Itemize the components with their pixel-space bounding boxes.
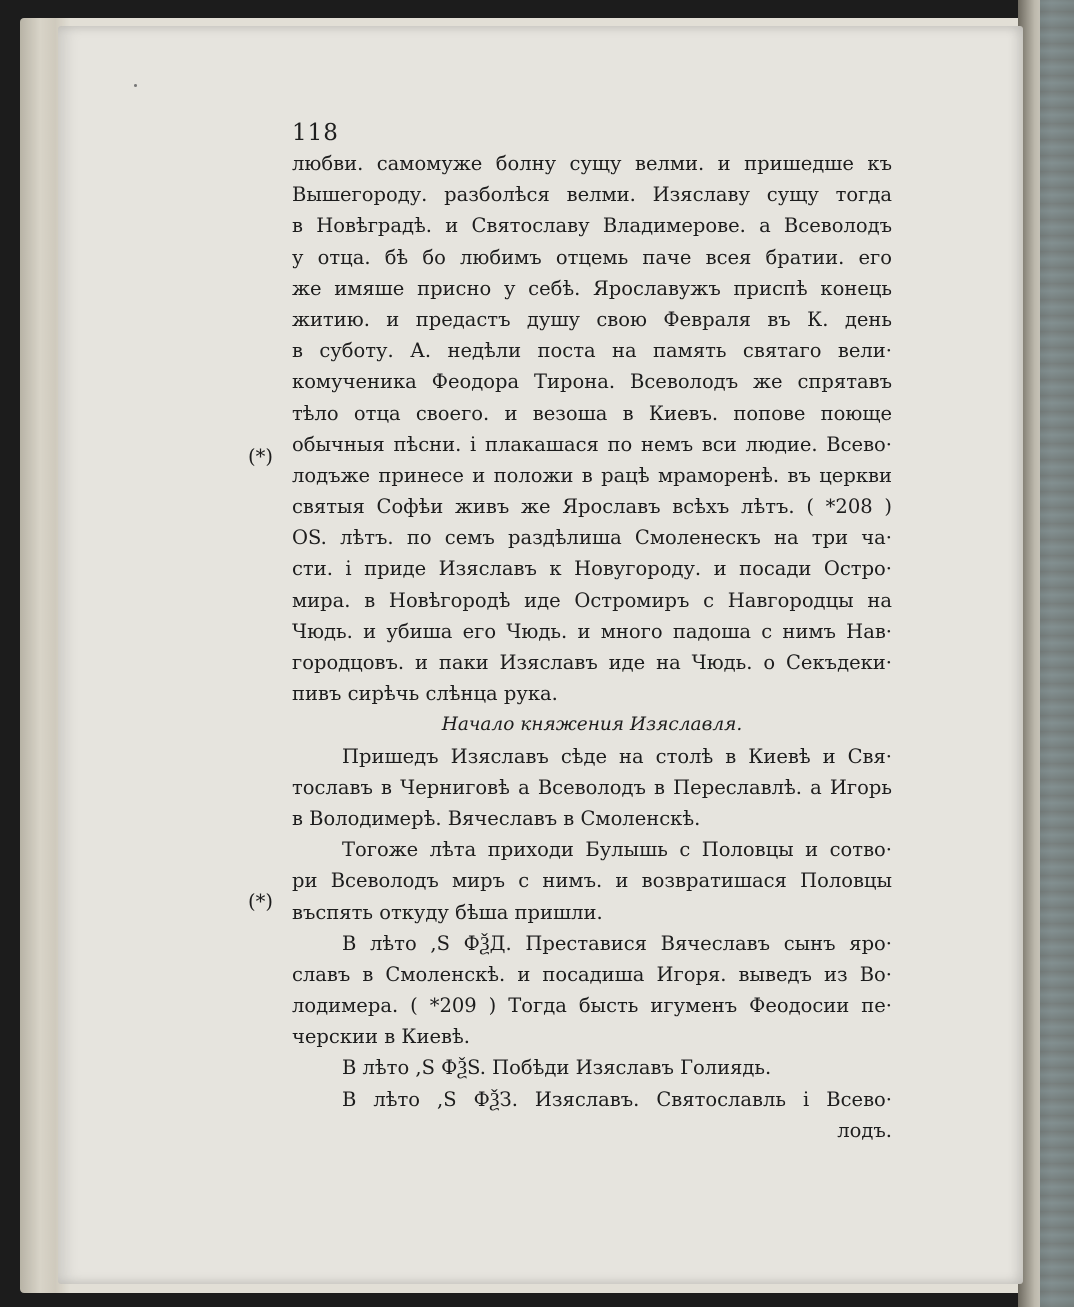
page-number: 118 [292,120,339,146]
text-line: в суботу. А. недѣли поста на память святаго вели· [292,339,892,363]
text-line: В лѣто ,S ФѮS. Побѣди Изяславъ Голиядь. [342,1056,772,1080]
text-line: Вышегороду. разболѣся велми. Изяславу сущу тогда [292,183,892,207]
text-line: обычныя пѣсни. і плакашася по немъ вси людие. Всево· [292,432,892,456]
text-line: комученика Феодора Тирона. Всеволодъ же спрятавъ [292,370,892,394]
text-line: в Новѣградѣ. и Святославу Владимерове. а Всеволодъ [292,214,892,238]
text-line: в Володимерѣ. Вячеславъ в Смоленскѣ. [292,806,701,830]
page-text [292,148,892,1146]
text-line: городцовъ. и паки Изяславъ иде на Чюдь. о Секъдеки· [292,651,892,674]
text-line: святыя Софѣи живъ же Ярославъ всѣхъ лѣтъ. ( *208 ) [292,495,892,519]
text-line: въспять откуду бѣша пришли. [292,900,603,924]
page-speck [134,84,137,87]
text-line: Тогоже лѣта приходи Булышь с Половцы и сотво· [342,838,892,862]
text-line: В лѣто ,S ФѮД. Преставися Вячеславъ сынъ яро· [342,931,892,955]
text-line: лодъже принесе и положи в рацѣ мраморенѣ. въ церкви [292,463,892,487]
footnote-marker: (*) [248,445,273,468]
text-line: Чюдь. и убиша его Чюдь. и много падоша с нимъ Нав· [292,619,892,643]
text-line: лодъ. [837,1118,892,1142]
text-line: любви. самомуже болну сущу велми. и пришедше къ [292,152,892,175]
section-heading: Начало княжения Изяславля. [441,714,743,736]
text-line: сти. і приде Изяславъ к Новугороду. и посади Остро· [292,557,892,581]
text-line: В лѣто ,S ФѮЗ. Изяславъ. Святославль і Всево· [342,1087,892,1111]
text-line: черскии в Киевѣ. [292,1025,470,1049]
text-line: пивъ сирѣчь слѣнца рука. [292,682,558,706]
footnote-marker: (*) [248,890,273,913]
text-line: OS. лѣтъ. по семъ раздѣлиша Смоленескъ на три ча· [292,526,892,550]
text-line: тѣло отца своего. и везоша в Киевъ. попове поюще [292,401,892,425]
text-line: ри Всеволодъ миръ с нимъ. и возвратишася Половцы [292,869,892,893]
text-line: же имяше присно у себѣ. Ярославужъ приспѣ конець [292,276,892,300]
text-line: тославъ в Черниговѣ а Всеволодъ в Переславлѣ. а Игорь [292,775,892,799]
text-line: мира. в Новѣгородѣ иде Остромиръ с Навгородцы на [292,588,892,612]
text-line: лодимера. ( *209 ) Тогда бысть игуменъ Феодосии пе· [292,994,892,1018]
text-line: у отца. бѣ бо любимъ отцемь паче всея братии. его [292,245,892,269]
text-line: житию. и предастъ душу свою Февраля въ К. день [292,307,892,331]
text-line: Пришедъ Изяславъ сѣде на столѣ в Киевѣ и Свя· [342,744,892,768]
book-cover-edge [1040,0,1074,1307]
text-line: славъ в Смоленскѣ. и посадиша Игоря. выведъ из Во· [292,962,892,986]
